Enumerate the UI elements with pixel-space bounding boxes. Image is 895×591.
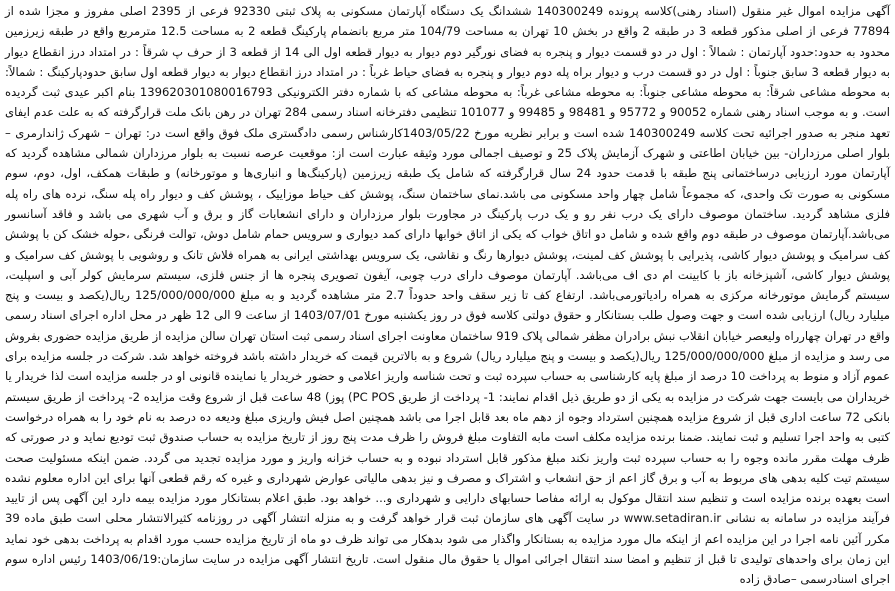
auction-notice-text: آگهی مزایده اموال غیر منقول (اسناد رهنی)کلاسه پرونده 140300249 ششدانگ یک دستگاه آپارتمان مسکونی به پلاک ثبتی 92330 فرعی از 2395 اصلی مفروز و مجزا شده از 77894 فرعی از اصلی مذکور قطعه 3 در طبقه 2 واقع در بخش 10 تهران به مساحت 104/79 متر مربع بانضمام پارکینگ قطعه 2 به مساحت 12.5 مترمربع واقع در طبقه زیرزمین محدود به حدود:حدود آپارتمان : شمالاً : اول در دو قسمت دیوار و پنجره به فضای نورگیر دوم دیوار به دیوار قطعه اول الی 14 از قطعه 3 از حرف پ شرقاً : در امتداد درز انقطاع دیوار به دیوار قطعه 3 سابق جنوباً : اول در دو قسمت درب و دیوار براه پله دوم دیوار و پنجره به فضای حیاط غرباً : در امتداد درز انقطاع دیوار به دیوار قطعه اول سابق حدودپارکینگ : شمالاً: به محوطه مشاعی شرقاً: به محوطه مشاعی جنوباً: به محوطه مشاعی غرباً: به محوطه مشاعی که با شماره دفتر الکترونیکی 139620301080016793 بنام اکبر عیدی ثبت گردیده است. و به موجب اسناد رهنی شماره 90052 و 95772 و 98481 و 99485 و 101077 تنظیمی دفترخانه اسناد رسمی 284 تهران در رهن بانک ملت قرارگرفته که به علت عدم ایفای تعهد منجر به صدور اجرائیه تحت کلاسه 140300249 شده است و برابر نظریه مورخ 1403/05/22کارشناس رسمی دادگستری ملک فوق واقع است در: تهران – شهرک ژاندارمری –بلوار اصلی مرزداران- بین خیابان اطاعتی و شهرک آزمایش پلاک 25 و توصیف اجمالی مورد وثیقه عبارت است از: موقعیت عرصه نسبت به بلوار مرزداران شمالی مشاهده گردید که آپارتمان مورد ارزیابی درساختمانی پنج طبقه با قدمت حدود 24 سال قرارگرفته که شامل یک طبقه زیرزمین (پارکینگ‌ها و انباری‌ها و موتورخانه) و طبقات همکف، اول، دوم، سوم مسکونی به صورت تک واحدی، که مجموعاً شامل چهار واحد مسکونی می باشد.نمای ساختمان سنگ، پوشش کف حیاط موزاییک ، پوشش کف و دیوار راه پله سنگ، نرده های راه پله فلزی مشاهد گردید. ساختمان موصوف دارای یک درب نفر رو و یک درب پارکینگ در مجاورت بلوار مرزداران و دارای انشعابات گاز و برق و آب شهری می باشد و فاقد آسانسور می‌باشد.آپارتمان موصوف در طبقه دوم واقع شده و شامل دو اتاق خواب که یکی از اتاق خوابها دارای کمد دیواری و سرویس حمام شامل دوش، توالت فرنگی ،حوله خشک کن با پوشش کف سرامیک و پوشش دیوار کاشی، پذیرایی با پوشش کف لمینت، پوشش دیوارها رنگ و نقاشی، یک سرویس بهداشتی ایرانی به همراه فلاش تانک و روشویی با پوشش کف سرامیک و پوشش دیوار کاشی، آشپزخانه باز با کابینت ام دی اف می‌باشد. آپارتمان موصوف دارای درب چوبی، آیفون تصویری پنجره ها از جنس فلزی، سیستم سرمایش کولر آبی و اسپلیت، سیستم گرمایش موتورخانه مرکزی به همراه رادیاتورمی‌باشد. ارتفاع کف تا زیر سقف واحد حدوداً 2.7 متر مشاهده گردید و به مبلغ 125/000/000/000 ریال(یکصد و بیست و پنج میلیارد ریال) ارزیابی شده است و جهت وصول طلب بستانکار و حقوق دولتی کلاسه فوق در روز یکشنبه مورخ 1403/07/01 از ساعت 9 الی 12 ظهر در محل اداره اجرای اسناد رسمی واقع در تهران چهارراه ولیعصر خیابان انقلاب نبش برادران مظفر شمالی پلاک 919 ساختمان معاونت اجرای اسناد رسمی ثبت استان تهران سالن مزایده از طریق مزایده حضوری بفروش می رسد و مزایده از مبلغ 125/000/000/000 ریال(یکصد و بیست و پنج میلیارد ریال) شروع و به بالاترین قیمت که خریدار داشته باشد فروخته خواهد شد. شرکت در جلسه مزایده برای عموم آزاد و منوط به پرداخت 10 درصد از مبلغ پایه کارشناسی به حساب سپرده ثبت و تحت شناسه واریز اعلامی و حضور خریدار یا نماینده قانونی او در جلسه مزایده است لذا خریدار یا خریداران می بایست جهت شرکت در مزایده به یکی از دو طریق ذیل اقدام نمایند: 1- پرداخت از طریق PC POS) پوز) 48 ساعت قبل از شروع وقت مزایده 2- پرداخت از طریق سیستم بانکی 72 ساعت اداری قبل از شروع مزایده همچنین استرداد وجوه از دهم ماه بعد قابل اجرا می باشد همچنین اصل فیش واریزی مبلغ ودیعه ده درصد به نام خود را به همراه درخواست کتبی به واحد اجرا تسلیم و ثبت نمایند. ضمنا برنده مزایده مکلف است مابه التفاوت مبلغ فروش را ظرف مدت پنج روز از تاریخ مزایده به حساب صندوق ثبت تودیع نماید و در صورتی که ظرف مهلت مقرر مانده وجوه را به حساب سپرده ثبت واریز نکند مبلغ مذکور قابل استرداد نبوده و به حساب خزانه واریز و مورد مزایده تجدید می گردد. ضمن اینکه مسئولیت صحت سیستم تیت کلیه بدهی های مربوط به آب و برق گاز اعم از حق انشعاب و اشتراک و مصرف و نیز بدهی مالیاتی عوارض شهرداری و غیره که رقم قطعی آنها برای این اداره معلوم نشده است بعهده برنده مزایده است و تنظیم سند انتقال موکول به ارائه مفاصا حسابهای دارایی و شهرداری و... خواهد بود. طبق اعلام بستانکار مورد مزایده بیمه دارد این آگهی پس از تایید فرآیند مزایده در سامانه به نشانی www.setadiran.ir در سایت آگهی های سازمان ثبت قرار خواهد گرفت و به منزله انتشار آگهی در روزنامه کثیرالانتشار محلی است طبق ماده 39 مکرر آئین نامه اجرا در این مزایده اعم از اینکه مال مورد مزایده به بستانکار واگذار می شود بدهکار می تواند ظرف دو ماه از تاریخ مزایده حسب مورد اقدام به پرداخت بدهی خود نماید این زمان برای واحدهای تولیدی تا قبل از تنظیم و امضا سند انتقال اجرائی اموال یا حقوق مال منقول است. تاریخ انتشار آگهی مزایده در سایت سازمان:1403/06/19 رئیس اداره سوم اجرای اسنادرسمی –صادق زاده xyxy=(5,4,891,587)
